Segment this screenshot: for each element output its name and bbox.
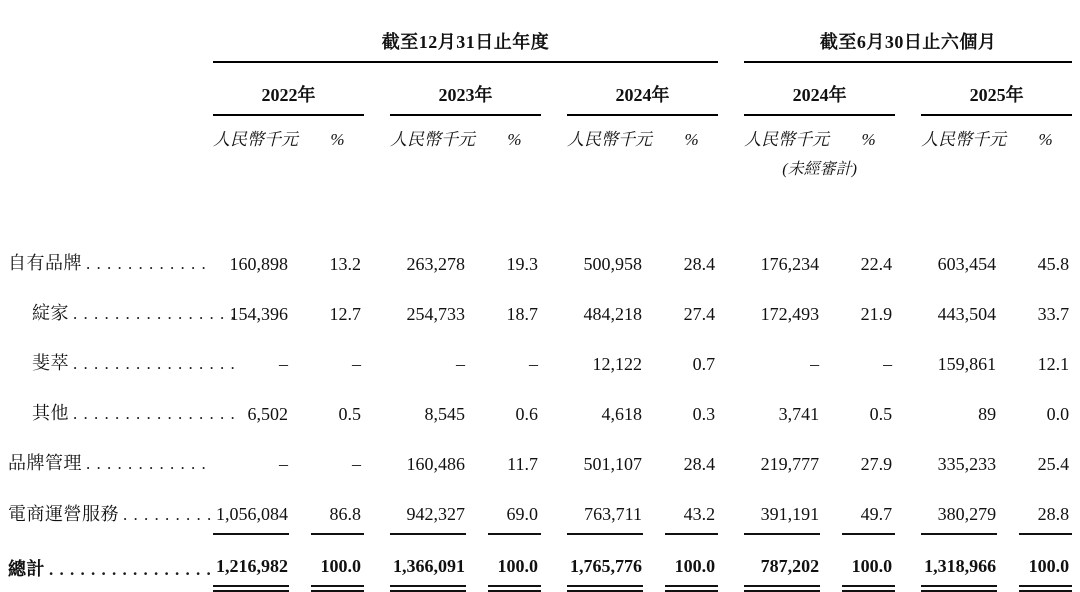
column-gap (466, 333, 488, 383)
column-gap (541, 233, 567, 283)
column-gap (820, 283, 842, 333)
amount-cell: 172,493 (760, 304, 820, 324)
period-header-interim: 截至6月30日止六個月 (744, 14, 1072, 62)
percent-cell: 100.0 (311, 534, 364, 589)
percent-cell: 21.9 (860, 304, 893, 324)
period-header-annual: 截至12月31日止年度 (213, 14, 718, 62)
percent-cell: 0.5 (338, 404, 361, 424)
column-gap (820, 534, 842, 589)
column-gap (895, 283, 921, 333)
amount-cell: – (279, 454, 288, 474)
amount-cell: 1,765,776 (567, 534, 643, 589)
dot-leader (123, 504, 213, 525)
percent-cell: 28.4 (683, 254, 716, 274)
row-label: 電商運營服務 . . . (8, 483, 213, 534)
amount-cell: 484,218 (583, 304, 642, 324)
dot-leader (49, 559, 213, 580)
percent-cell: – (352, 354, 361, 374)
column-gap (364, 283, 390, 333)
column-gap (820, 433, 842, 483)
row-label: 自有品牌 . . . (8, 233, 213, 283)
table-row (8, 383, 1072, 433)
percent-cell: 28.8 (1019, 483, 1072, 534)
year-header-2024-interim: 2024年 (744, 62, 895, 115)
amount-cell: 500,958 (583, 254, 642, 274)
amount-cell: 160,898 (229, 254, 288, 274)
amount-cell: 763,711 (567, 483, 643, 534)
column-gap (289, 383, 311, 433)
amount-cell: – (810, 354, 820, 374)
column-gap (466, 233, 488, 283)
row-label: 斐萃 . . . (8, 333, 213, 383)
percent-cell: 28.4 (683, 454, 716, 474)
amount-cell: 1,318,966 (921, 534, 997, 589)
column-gap (289, 534, 311, 589)
percent-cell: 22.4 (860, 254, 893, 274)
column-gap (466, 383, 488, 433)
percent-cell: 33.7 (1037, 304, 1070, 324)
row-label: 總計 . . . (8, 534, 213, 589)
percent-cell: 0.6 (515, 404, 538, 424)
column-gap (895, 433, 921, 483)
percent-header: % (330, 130, 345, 149)
column-gap (718, 283, 744, 333)
percent-cell: 13.2 (329, 254, 361, 274)
amount-cell: 6,502 (247, 404, 288, 424)
column-gap (997, 483, 1019, 534)
column-gap (997, 283, 1019, 333)
amount-cell: 4,618 (601, 404, 642, 424)
amount-cell: 8,545 (424, 404, 465, 424)
amount-cell: 254,733 (406, 304, 465, 324)
column-gap (820, 483, 842, 534)
percent-cell: 69.0 (488, 483, 541, 534)
percent-cell: – (352, 454, 361, 474)
table-row (8, 483, 1072, 534)
percent-cell: 0.7 (692, 354, 716, 374)
column-gap (997, 433, 1019, 483)
column-gap (364, 534, 390, 589)
table-row (8, 433, 1072, 483)
column-gap (643, 333, 665, 383)
percent-cell: 12.1 (1037, 354, 1070, 374)
column-gap (643, 383, 665, 433)
amount-cell: 1,056,084 (213, 483, 289, 534)
percent-cell: 25.4 (1037, 454, 1070, 474)
dot-leader (73, 403, 237, 424)
column-gap (541, 283, 567, 333)
year-header-2023: 2023年 (390, 62, 541, 115)
column-gap (289, 233, 311, 283)
column-gap (643, 283, 665, 333)
amount-cell: 160,486 (406, 454, 465, 474)
amount-cell: 391,191 (744, 483, 820, 534)
dot-leader (86, 453, 213, 474)
dot-leader (86, 253, 213, 274)
column-gap (718, 483, 744, 534)
year-header-2024: 2024年 (567, 62, 718, 115)
column-gap (643, 534, 665, 589)
amount-cell: 3,741 (778, 404, 820, 424)
column-gap (643, 483, 665, 534)
column-gap (541, 483, 567, 534)
row-label: 其他 . . . (8, 383, 213, 433)
column-gap (541, 383, 567, 433)
column-gap (997, 383, 1019, 433)
percent-cell: 11.7 (507, 454, 538, 474)
table-row (8, 534, 1072, 589)
unaudited-note: (未經審計) (782, 161, 857, 178)
percent-cell: 100.0 (488, 534, 541, 589)
header-body-spacer (8, 181, 1072, 233)
amount-cell: 263,278 (406, 254, 465, 274)
year-header-2022: 2022年 (213, 62, 364, 115)
column-gap (718, 433, 744, 483)
column-gap (541, 333, 567, 383)
dot-leader (73, 303, 237, 324)
amount-cell: 603,454 (937, 254, 997, 274)
column-gap (820, 233, 842, 283)
amount-cell: 159,861 (937, 354, 997, 374)
column-gap (364, 483, 390, 534)
year-header-2025-interim: 2025年 (921, 62, 1072, 115)
column-gap (895, 534, 921, 589)
column-gap (997, 333, 1019, 383)
row-label: 品牌管理 . . . (8, 433, 213, 483)
row-label: 綻家 . . . (8, 283, 213, 333)
column-gap (466, 534, 488, 589)
column-gap (895, 333, 921, 383)
amount-cell: 1,216,982 (213, 534, 289, 589)
percent-cell: 27.9 (860, 454, 893, 474)
amount-cell: 154,396 (229, 304, 288, 324)
dot-leader (73, 353, 237, 374)
percent-cell: 43.2 (665, 483, 718, 534)
table-body (8, 233, 1072, 589)
table-row (8, 283, 1072, 333)
percent-cell: 18.7 (506, 304, 538, 324)
column-gap (643, 233, 665, 283)
unit-header: 人民幣千元 (390, 130, 475, 149)
amount-cell: 176,234 (760, 254, 820, 274)
column-gap (364, 333, 390, 383)
column-gap (895, 483, 921, 534)
percent-cell: 0.0 (1046, 404, 1070, 424)
percent-cell: 86.8 (311, 483, 364, 534)
column-gap (895, 383, 921, 433)
column-gap (997, 534, 1019, 589)
column-gap (289, 433, 311, 483)
column-gap (718, 383, 744, 433)
column-gap (643, 433, 665, 483)
column-gap (820, 333, 842, 383)
column-gap (289, 483, 311, 534)
table-row (8, 233, 1072, 283)
column-gap (541, 534, 567, 589)
amount-cell: 1,366,091 (390, 534, 466, 589)
table-row (8, 333, 1072, 383)
column-gap (718, 534, 744, 589)
percent-cell: 27.4 (683, 304, 716, 324)
unit-header: 人民幣千元 (567, 130, 652, 149)
percent-cell: 100.0 (1019, 534, 1072, 589)
column-gap (718, 333, 744, 383)
percent-cell: 12.7 (329, 304, 361, 324)
column-gap (364, 383, 390, 433)
unit-header: 人民幣千元 (744, 130, 830, 149)
revenue-breakdown-table (8, 14, 1072, 592)
group-gap (718, 14, 744, 62)
column-gap (820, 383, 842, 433)
unit-header: 人民幣千元 (213, 130, 298, 149)
amount-cell: – (279, 354, 288, 374)
percent-cell: 19.3 (506, 254, 538, 274)
column-gap (289, 283, 311, 333)
amount-cell: 219,777 (760, 454, 820, 474)
column-gap (466, 483, 488, 534)
column-gap (718, 233, 744, 283)
column-gap (895, 233, 921, 283)
percent-header: % (684, 130, 699, 149)
percent-cell: 45.8 (1037, 254, 1070, 274)
amount-cell: 89 (978, 404, 997, 424)
percent-header: % (507, 130, 522, 149)
percent-cell: – (883, 354, 893, 374)
amount-cell: 501,107 (583, 454, 642, 474)
amount-cell: – (456, 354, 465, 374)
amount-cell: 380,279 (921, 483, 997, 534)
amount-cell: 12,122 (592, 354, 642, 374)
percent-cell: 0.5 (869, 404, 893, 424)
amount-cell: 787,202 (744, 534, 820, 589)
unit-header: 人民幣千元 (921, 130, 1007, 149)
percent-cell: 0.3 (692, 404, 716, 424)
column-gap (541, 433, 567, 483)
column-gap (997, 233, 1019, 283)
percent-cell: 49.7 (842, 483, 895, 534)
corner-blank (8, 14, 213, 62)
column-gap (364, 433, 390, 483)
column-gap (364, 233, 390, 283)
percent-cell: – (529, 354, 538, 374)
column-gap (466, 433, 488, 483)
column-gap (289, 333, 311, 383)
amount-cell: 335,233 (937, 454, 997, 474)
percent-cell: 100.0 (842, 534, 895, 589)
percent-header: % (861, 130, 876, 149)
amount-cell: 443,504 (937, 304, 997, 324)
percent-header: % (1038, 130, 1053, 149)
percent-cell: 100.0 (665, 534, 718, 589)
column-gap (466, 283, 488, 333)
amount-cell: 942,327 (390, 483, 466, 534)
